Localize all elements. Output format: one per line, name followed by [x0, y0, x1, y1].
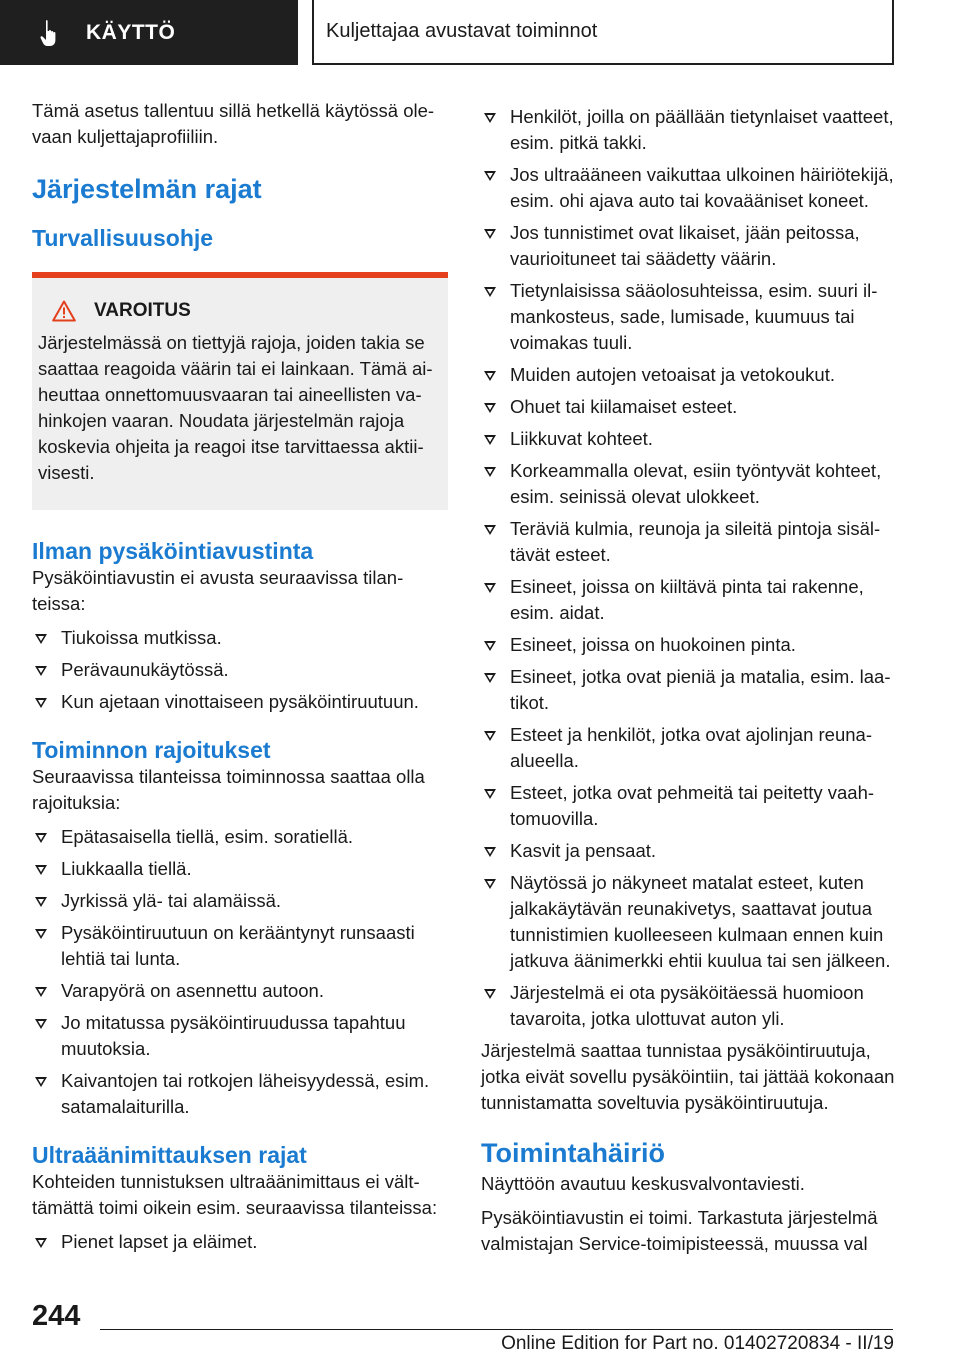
ultrasound-intro: Kohteiden tunnistuksen ultraäänimittaus ei välttämättä toimi oikein esim. seuraavissa tilanteissa: — [32, 1171, 438, 1218]
triangle-bullet-icon — [35, 929, 47, 939]
triangle-bullet-icon — [484, 879, 496, 889]
list-item: Varapyörä on asennettu autoon. — [32, 978, 448, 1004]
triangle-bullet-icon — [484, 435, 496, 445]
triangle-bullet-icon — [484, 287, 496, 297]
page-number: 244 — [32, 1300, 81, 1332]
list-item: Esteet ja henkilöt, jotka ovat ajolinjan reunaalueella. — [481, 722, 899, 774]
list-item: Jos tunnistimet ovat likaiset, jään peitossa, vaurioituneet tai säädetty väärin. — [481, 220, 899, 272]
section-title: KÄYTTÖ — [86, 20, 176, 44]
footer-edition: Online Edition for Part no. 01402720834 - II/19 — [501, 1333, 894, 1354]
list-item: Järjestelmä ei ota pysäköitäessä huomioon tavaroita, jotka ulottuvat auton yli. — [481, 980, 899, 1032]
heading-system-limits: Järjestelmän rajat — [32, 174, 262, 204]
list-item: Korkeammalla olevat, esiin työntyvät kohteet, esim. seinissä olevat ulokkeet. — [481, 458, 899, 510]
triangle-bullet-icon — [484, 229, 496, 239]
list-item: Epätasaisella tiellä, esim. soratiellä. — [32, 824, 448, 850]
triangle-bullet-icon — [484, 641, 496, 651]
right-column — [481, 104, 899, 1257]
list-item: Muiden autojen vetoaisat ja vetokoukut. — [481, 362, 899, 388]
list-item: Jyrkissä ylä- tai alamäissä. — [32, 888, 448, 914]
list-item: Kasvit ja pensaat. — [481, 838, 899, 864]
list-item: Tiukoissa mutkissa. — [32, 625, 448, 651]
triangle-bullet-icon — [484, 789, 496, 799]
list-item: Jos ultraääneen vaikuttaa ulkoinen häiriötekijä, esim. ohi ajava auto tai kovaääniset koneet. — [481, 162, 899, 214]
heading-without-park-assist: Ilman pysäköintiavustinta — [32, 538, 314, 564]
triangle-bullet-icon — [484, 467, 496, 477]
malfunction-text-1: Näyttöön avautuu keskusvalvontaviesti. — [481, 1173, 805, 1194]
list-item: Esineet, joissa on kiiltävä pinta tai rakenne, esim. aidat. — [481, 574, 899, 626]
triangle-bullet-icon — [35, 698, 47, 708]
list-item: Perävaunukäytössä. — [32, 657, 448, 683]
warning-box — [32, 272, 448, 510]
outro-paragraph: Järjestelmä saattaa tunnistaa pysäköintiruutuja, jotka eivät sovellu pysäköintiin, tai jättää kokonaan tunnistamatta soveltuvia pysäköintiruutuja. — [481, 1040, 895, 1113]
warning-title: VAROITUS — [94, 300, 191, 321]
list-item: Näytössä jo näkyneet matalat esteet, kuten jalkakäytävän reunakivetys, saattavat joutua tunnistimien kuolleeseen kulmaan ennen kuin jatkuva äänimerkki ehtii kuulua tai sen jälkeen. — [481, 870, 899, 974]
list-item: Esineet, joissa on huokoinen pinta. — [481, 632, 899, 658]
list-item: Liukkaalla tiellä. — [32, 856, 448, 882]
left-column — [32, 98, 448, 1261]
restrictions-intro: Seuraavissa tilanteissa toiminnossa saattaa olla rajoituksia: — [32, 766, 425, 813]
ultrasound-list-continued — [481, 104, 899, 1032]
malfunction-text-2: Pysäköintiavustin ei toimi. Tarkastuta järjestelmä valmistajan Service-toimipisteessä, muussa val — [481, 1207, 878, 1254]
list-item: Pienet lapset ja eläimet. — [32, 1229, 448, 1255]
list-item: Kun ajetaan vinottaiseen pysäköintiruutuun. — [32, 689, 448, 715]
triangle-bullet-icon — [484, 673, 496, 683]
list-item: Pysäköintiruutuun on kerääntynyt runsaasti lehtiä tai lunta. — [32, 920, 448, 972]
triangle-bullet-icon — [35, 1238, 47, 1248]
triangle-bullet-icon — [484, 583, 496, 593]
triangle-bullet-icon — [484, 113, 496, 123]
list-item: Esineet, jotka ovat pieniä ja matalia, esim. laatikot. — [481, 664, 899, 716]
heading-malfunction: Toimintahäiriö — [481, 1138, 666, 1168]
without-intro: Pysäköintiavustin ei avusta seuraavissa tilanteissa: — [32, 567, 404, 614]
list-item: Henkilöt, joilla on päällään tietynlaiset vaatteet, esim. pitkä takki. — [481, 104, 899, 156]
triangle-bullet-icon — [484, 371, 496, 381]
list-item: Ohuet tai kiilamaiset esteet. — [481, 394, 899, 420]
triangle-bullet-icon — [35, 865, 47, 875]
triangle-bullet-icon — [35, 987, 47, 997]
ultrasound-list — [32, 1229, 448, 1255]
triangle-bullet-icon — [484, 731, 496, 741]
chapter-title: Kuljettajaa avustavat toiminnot — [326, 20, 598, 42]
triangle-bullet-icon — [484, 989, 496, 999]
list-item: Liikkuvat kohteet. — [481, 426, 899, 452]
triangle-bullet-icon — [35, 833, 47, 843]
list-item: Teräviä kulmia, reunoja ja sileitä pintoja sisältävät esteet. — [481, 516, 899, 568]
footer-divider — [100, 1329, 893, 1330]
heading-ultrasound-limits: Ultraäänimittauksen rajat — [32, 1142, 307, 1168]
chapter-header — [312, 0, 894, 65]
triangle-bullet-icon — [35, 1077, 47, 1087]
section-tab — [0, 0, 298, 65]
triangle-bullet-icon — [35, 666, 47, 676]
warning-triangle-icon — [52, 300, 76, 322]
triangle-bullet-icon — [484, 525, 496, 535]
triangle-bullet-icon — [35, 1019, 47, 1029]
triangle-bullet-icon — [35, 897, 47, 907]
without-list — [32, 625, 448, 715]
triangle-bullet-icon — [35, 634, 47, 644]
list-item: Kaivantojen tai rotkojen läheisyydessä, esim. satamalaiturilla. — [32, 1068, 448, 1120]
restrictions-list — [32, 824, 448, 1120]
pointing-hand-icon — [40, 19, 66, 47]
list-item: Tietynlaisissa sääolosuhteissa, esim. suuri ilmankosteus, sade, lumisade, kuumuus tai voimakas tuuli. — [481, 278, 899, 356]
intro-paragraph: Tämä asetus tallentuu sillä hetkellä käytössä olevaan kuljettajaprofiiliin. — [32, 100, 435, 147]
list-item: Esteet, jotka ovat pehmeitä tai peitetty vaahtomuovilla. — [481, 780, 899, 832]
triangle-bullet-icon — [484, 847, 496, 857]
heading-safety-note: Turvallisuusohje — [32, 225, 214, 251]
heading-function-restrictions: Toiminnon rajoitukset — [32, 737, 271, 763]
warning-text: Järjestelmässä on tiettyjä rajoja, joiden takia se saattaa reagoida väärin tai ei lainkaan. Tämä aiheuttaa onnettomuusvaaran tai aineellisten vahinkojen vaaran. Noudata järjestelmän rajoja koskevia ohjeita ja reagoi itse tarvittaessa aktiivisesti. — [38, 332, 433, 483]
triangle-bullet-icon — [484, 171, 496, 181]
list-item: Jo mitatussa pysäköintiruudussa tapahtuu muutoksia. — [32, 1010, 448, 1062]
triangle-bullet-icon — [484, 403, 496, 413]
